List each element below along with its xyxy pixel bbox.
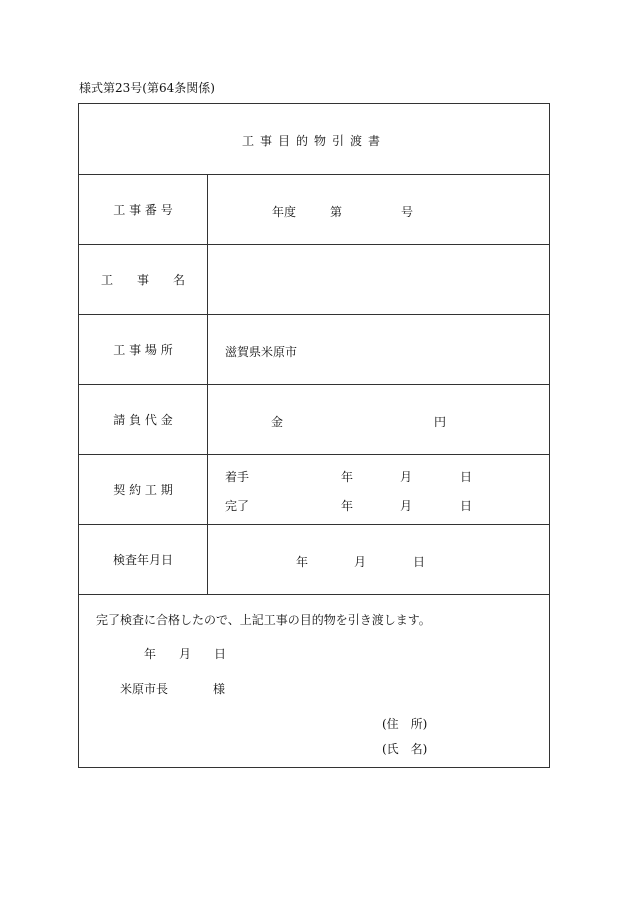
inspection-day: 日 [413, 555, 426, 569]
handover-form [78, 103, 550, 768]
handover-statement: 完了検査に合格したので、上記工事の目的物を引き渡します。 [96, 613, 431, 627]
label-contract-period: 契 約 工 期 [79, 455, 208, 524]
label-construction-site: 工 事 場 所 [79, 315, 208, 384]
inspection-year: 年 [296, 555, 309, 569]
row-construction-name [79, 245, 549, 315]
amount-unit: 円 [434, 415, 447, 429]
amount-prefix: 金 [271, 415, 284, 429]
label-construction-name: 工 事 名 [79, 245, 208, 314]
value-construction-number [208, 175, 549, 244]
number-prefix: 第 [330, 205, 343, 219]
end-day: 日 [460, 499, 473, 513]
start-year: 年 [341, 470, 354, 484]
sender-name-label: (氏 名) [382, 742, 428, 756]
start-month: 月 [400, 470, 413, 484]
date-year: 年 [144, 647, 157, 661]
addressee-honorific: 様 [213, 682, 226, 696]
date-month: 月 [179, 647, 192, 661]
fiscal-year-unit: 年度 [272, 205, 297, 219]
label-inspection-date: 検査年月日 [79, 525, 208, 594]
row-construction-site [79, 315, 549, 385]
start-label: 着手 [225, 470, 250, 484]
value-construction-site [208, 315, 549, 384]
end-month: 月 [400, 499, 413, 513]
label-contract-amount: 請 負 代 金 [79, 385, 208, 454]
statement-section [79, 595, 549, 767]
number-suffix: 号 [401, 205, 414, 219]
value-construction-name [208, 245, 549, 314]
value-contract-period [208, 455, 549, 524]
start-day: 日 [460, 470, 473, 484]
value-contract-amount [208, 385, 549, 454]
sender-address-label: (住 所) [382, 717, 428, 731]
inspection-month: 月 [354, 555, 367, 569]
end-label: 完了 [225, 499, 250, 513]
row-contract-amount [79, 385, 549, 455]
row-construction-number [79, 175, 549, 245]
label-construction-number: 工 事 番 号 [79, 175, 208, 244]
site-location: 滋賀県米原市 [225, 345, 298, 359]
addressee-name: 米原市長 [120, 682, 169, 696]
end-year: 年 [341, 499, 354, 513]
form-title: 工事目的物引渡書 [241, 134, 386, 148]
row-inspection-date [79, 525, 549, 595]
form-number: 様式第23号(第64条関係) [79, 81, 215, 95]
value-inspection-date [208, 525, 549, 594]
row-contract-period [79, 455, 549, 525]
date-day: 日 [214, 647, 227, 661]
title-row [79, 104, 549, 175]
